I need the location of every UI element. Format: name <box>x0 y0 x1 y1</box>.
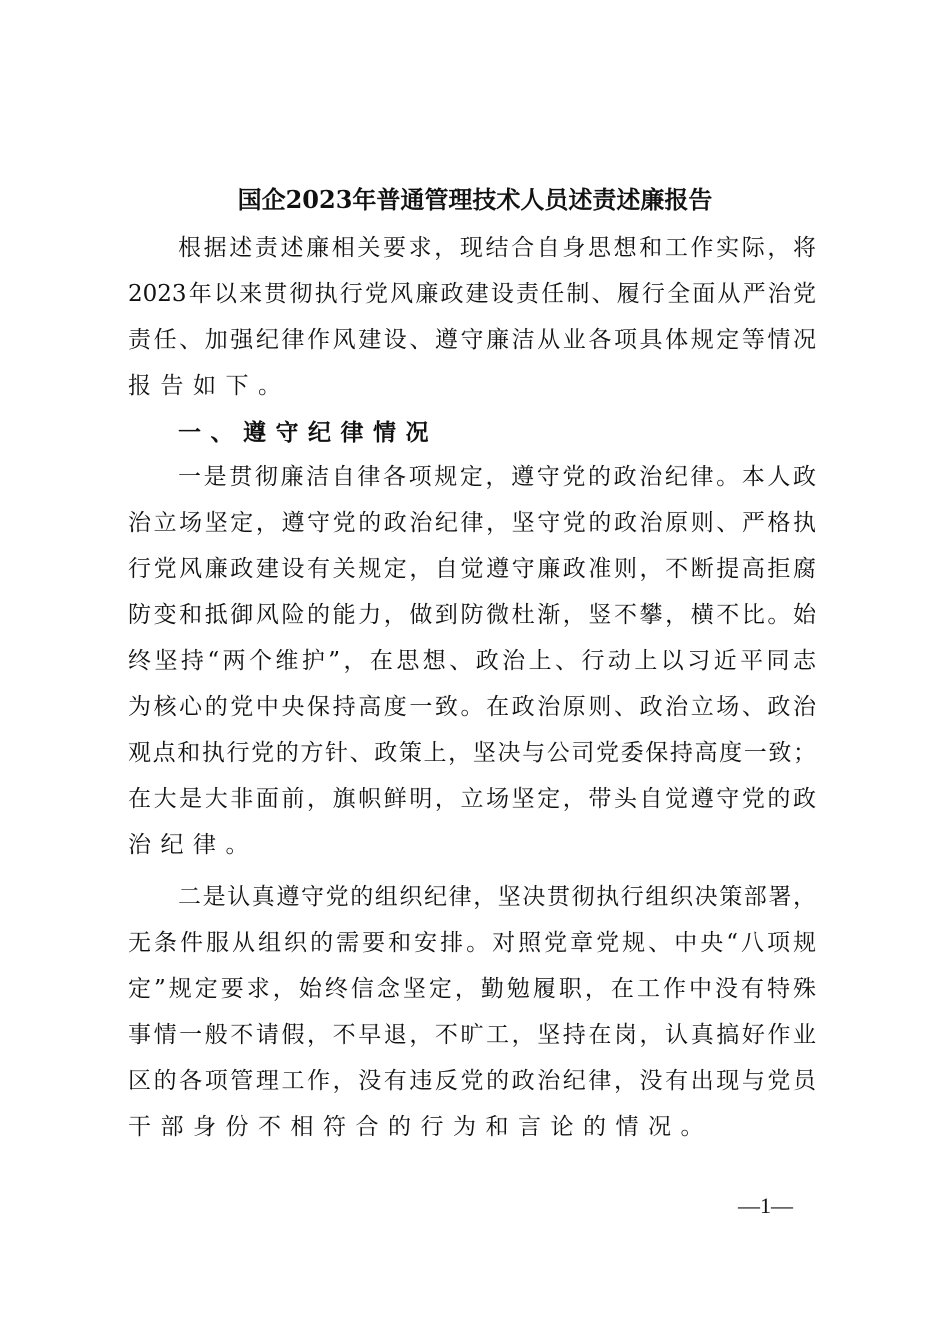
paragraph-line: 二是认真遵守党的组织纪律，坚决贯彻执行组织决策部署， <box>178 884 816 910</box>
paragraph-line: 无条件服从组织的需要和安排。对照党章党规、中央“八项规 <box>128 930 816 956</box>
page-number: —1— <box>738 1193 793 1218</box>
paragraph-line: 报告如下。 <box>128 373 291 399</box>
section-heading: 一、遵守纪律情况 <box>178 419 438 446</box>
paragraph-line: 2023年以来贯彻执行党风廉政建设责任制、履行全面从严治党 <box>128 281 816 307</box>
paragraph-line: 定”规定要求，始终信念坚定，勤勉履职，在工作中没有特殊 <box>128 976 816 1002</box>
paragraph-line: 干部身份不相符合的行为和言论的情况。 <box>128 1114 713 1140</box>
paragraph-line: 为核心的党中央保持高度一致。在政治原则、政治立场、政治 <box>128 694 816 720</box>
paragraph-line: 一是贯彻廉洁自律各项规定，遵守党的政治纪律。本人政 <box>178 464 816 490</box>
document-title: 国企2023年普通管理技术人员述责述廉报告 <box>237 185 713 214</box>
paragraph-line: 防变和抵御风险的能力，做到防微杜渐，竖不攀，横不比。始 <box>128 602 816 628</box>
paragraph-line: 治纪律。 <box>128 832 258 858</box>
paragraph-line: 终坚持“两个维护”，在思想、政治上、行动上以习近平同志 <box>128 648 816 674</box>
paragraph-line: 责任、加强纪律作风建设、遵守廉洁从业各项具体规定等情况 <box>128 327 816 353</box>
paragraph-line: 行党风廉政建设有关规定，自觉遵守廉政准则，不断提高拒腐 <box>128 556 816 582</box>
paragraph-line: 在大是大非面前，旗帜鲜明，立场坚定，带头自觉遵守党的政 <box>128 786 816 812</box>
paragraph-line: 事情一般不请假，不早退，不旷工，坚持在岗，认真搞好作业 <box>128 1022 816 1048</box>
paragraph-line: 区的各项管理工作，没有违反党的政治纪律，没有出现与党员 <box>128 1068 816 1094</box>
paragraph-line: 观点和执行党的方针、政策上，坚决与公司党委保持高度一致； <box>128 740 816 766</box>
paragraph-line: 根据述责述廉相关要求，现结合自身思想和工作实际，将 <box>178 235 816 261</box>
paragraph-line: 治立场坚定，遵守党的政治纪律，坚守党的政治原则、严格执 <box>128 510 816 536</box>
